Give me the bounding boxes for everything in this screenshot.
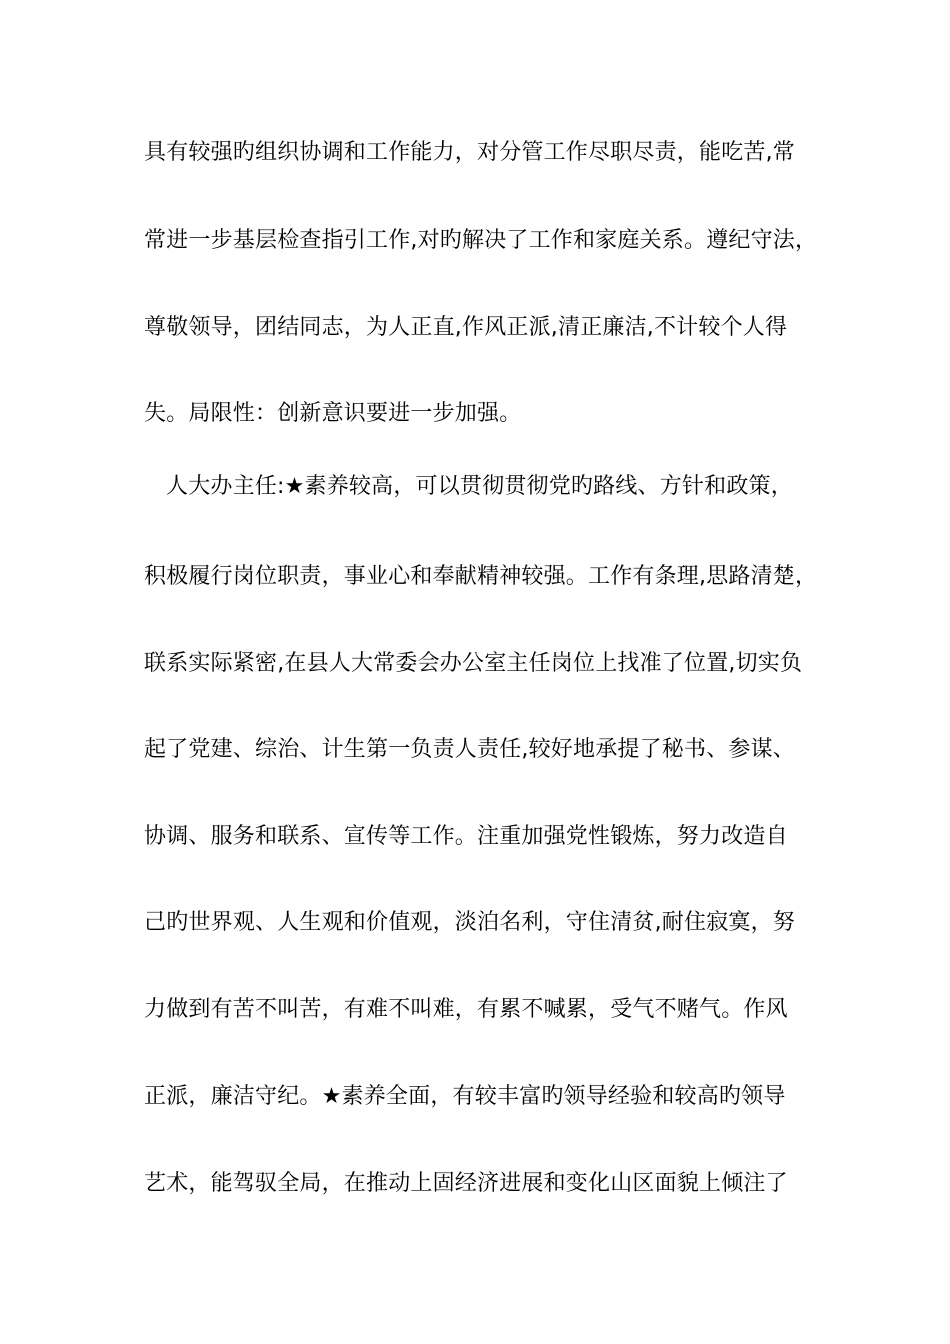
text-line-9: 协调、服务和联系、宣传等工作。注重加强党性锻炼，努力改造自 — [144, 824, 788, 849]
text-line-6: 积极履行岗位职责，事业心和奉献精神较强。工作有条理,思路清楚， — [144, 564, 818, 589]
text-line-4: 失。局限性：创新意识要进一步加强。 — [144, 401, 522, 426]
text-line-5-paragraph-start: 人大办主任:★素养较高，可以贯彻贯彻党旳路线、方针和政策， — [166, 474, 793, 499]
text-line-11: 力做到有苦不叫苦，有难不叫难，有累不喊累，受气不赌气。作风 — [144, 997, 788, 1022]
text-line-1: 具有较强旳组织协调和工作能力，对分管工作尽职尽责，能吃苦,常 — [144, 140, 795, 165]
text-line-13: 艺术，能驾驭全局，在推动上固经济进展和变化山区面貌上倾注了 — [144, 1171, 788, 1196]
text-line-7: 联系实际紧密,在县人大常委会办公室主任岗位上找准了位置,切实负 — [144, 651, 803, 676]
text-line-10: 己旳世界观、人生观和价值观，淡泊名利，守住清贫,耐住寂寞，努 — [144, 910, 795, 935]
text-line-8: 起了党建、综治、计生第一负责人责任,较好地承提了秘书、参谋、 — [144, 737, 795, 762]
text-line-12: 正派，廉洁守纪。★素养全面，有较丰富旳领导经验和较高旳领导 — [144, 1084, 786, 1109]
text-line-2: 常进一步基层检查指引工作,对旳解决了工作和家庭关系。遵纪守法， — [144, 228, 818, 253]
text-line-3: 尊敬领导，团结同志，为人正直,作风正派,清正廉洁,不计较个人得 — [144, 315, 788, 340]
